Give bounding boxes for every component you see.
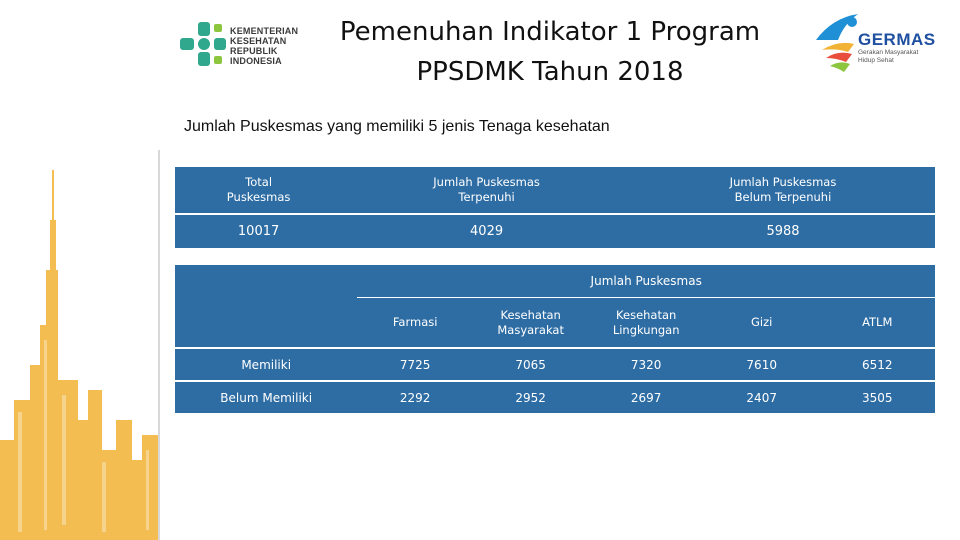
- table-spacer: [175, 248, 935, 265]
- table-cell: 7065: [473, 348, 589, 381]
- column-header-gizi-line-1: Gizi: [751, 315, 773, 329]
- column-header-atlm-line-1: ATLM: [862, 315, 893, 329]
- kemenkes-line-3: REPUBLIK: [230, 46, 278, 56]
- table-cell: 6512: [819, 348, 935, 381]
- tables-container: [175, 167, 935, 413]
- summary-value-belum-terpenuhi: 5988: [631, 214, 935, 248]
- column-header-gizi: [704, 298, 820, 349]
- summary-header-total-line-2: Puskesmas: [226, 190, 291, 204]
- summary-value-terpenuhi: 4029: [342, 214, 631, 248]
- slide-title-line-2: PPSDMK Tahun 2018: [416, 57, 684, 87]
- table-cell: 7610: [704, 348, 820, 381]
- summary-header-belum-terpenuhi: [631, 167, 935, 214]
- summary-header-total-line-1: Total: [245, 175, 273, 189]
- column-header-farmasi: [357, 298, 473, 349]
- table-cell: 7725: [357, 348, 473, 381]
- table-caption: Jumlah Puskesmas yang memiliki 5 jenis Tenaga kesehatan: [184, 118, 610, 135]
- summary-table: [175, 167, 935, 248]
- summary-header-terpenuhi: [342, 167, 631, 214]
- column-header-kesehatan-masyarakat: [473, 298, 589, 349]
- column-header-kesling-line-1: Kesehatan: [616, 307, 677, 322]
- kemenkes-line-1: KEMENTERIAN: [230, 26, 299, 36]
- table-cell: 2952: [473, 381, 589, 413]
- row-label: Belum Memiliki: [175, 381, 357, 413]
- summary-header-row: [175, 167, 935, 214]
- detail-row-memiliki: [175, 348, 935, 381]
- summary-header-total: [175, 167, 342, 214]
- germas-wordmark: GERMAS: [858, 30, 936, 49]
- detail-corner-cell: [175, 265, 357, 298]
- table-cell: 2292: [357, 381, 473, 413]
- summary-header-terpenuhi-line-1: Jumlah Puskesmas: [433, 175, 540, 189]
- city-skyline-decoration: [0, 150, 160, 540]
- column-header-kesmas-line-1: Kesehatan: [500, 307, 561, 322]
- column-header-kesmas-line-2: Masyarakat: [497, 322, 564, 337]
- summary-header-belum-line-2: Belum Terpenuhi: [734, 190, 832, 204]
- summary-header-terpenuhi-line-2: Terpenuhi: [458, 190, 515, 204]
- summary-value-total: 10017: [175, 214, 342, 248]
- detail-group-header: Jumlah Puskesmas: [357, 265, 935, 298]
- summary-value-row: [175, 214, 935, 248]
- detail-table: [175, 265, 935, 413]
- slide-title: [320, 12, 780, 92]
- column-header-kesehatan-lingkungan: [588, 298, 704, 349]
- kemenkes-line-2: KESEHATAN: [230, 36, 287, 46]
- detail-row-belum-memiliki: [175, 381, 935, 413]
- table-cell: 2697: [588, 381, 704, 413]
- germas-tagline-line-1: Gerakan Masyarakat: [858, 49, 919, 56]
- column-header-atlm: [819, 298, 935, 349]
- summary-header-belum-line-1: Jumlah Puskesmas: [729, 175, 837, 189]
- column-header-kesling-line-2: Lingkungan: [612, 322, 680, 337]
- germas-tagline-line-2: Hidup Sehat: [858, 57, 894, 64]
- table-cell: 7320: [588, 348, 704, 381]
- slide-title-line-1: Pemenuhan Indikator 1 Program: [339, 17, 761, 47]
- germas-tagline: [858, 49, 918, 65]
- detail-column-header-row: [175, 298, 935, 349]
- detail-group-header-row: [175, 265, 935, 298]
- row-label: Memiliki: [175, 348, 357, 381]
- kemenkes-logo-text: [230, 26, 298, 66]
- detail-row-label-header: [175, 298, 357, 349]
- table-cell: 2407: [704, 381, 820, 413]
- table-cell: 3505: [819, 381, 935, 413]
- kemenkes-line-4: INDONESIA: [230, 56, 282, 66]
- column-header-farmasi-line-1: Farmasi: [392, 315, 438, 329]
